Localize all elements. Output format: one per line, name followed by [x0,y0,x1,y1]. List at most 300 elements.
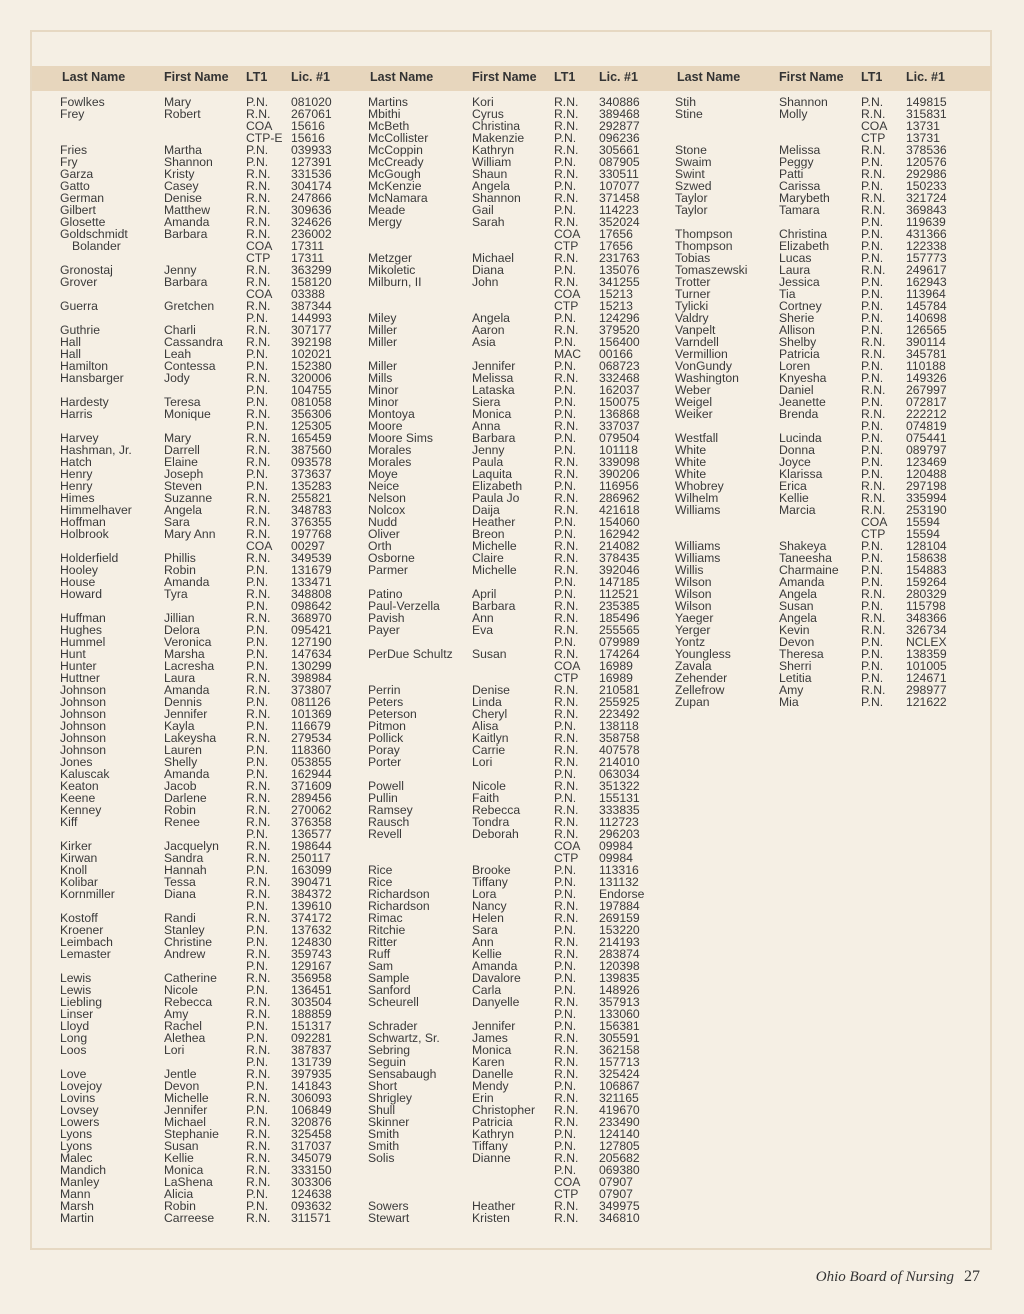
license-type-cell: R.N. [554,251,579,265]
license-number-cell: 315831 [906,107,947,121]
last-name-cell: Stine [675,107,703,121]
license-type-cell: P.N. [246,359,269,373]
first-name-cell: Monica [472,1043,512,1057]
first-name-cell: Sarah [472,215,505,229]
license-number-cell: 127190 [291,635,332,649]
last-name-cell: Frey [60,107,85,121]
license-type-cell: P.N. [246,467,269,481]
license-type-cell: R.N. [861,491,886,505]
license-number-cell: 089797 [906,443,947,457]
license-number-cell: 222212 [906,407,947,421]
first-name-cell: Robin [164,1199,196,1213]
first-name-cell: Nicole [164,983,198,997]
license-type-cell: R.N. [861,383,886,397]
license-type-cell: P.N. [246,1055,269,1069]
license-number-cell: 075441 [906,431,947,445]
first-name-cell: Daniel [779,383,814,397]
license-type-cell: R.N. [246,275,271,289]
license-type-cell: R.N. [554,779,579,793]
first-name-cell: Laura [779,263,811,277]
last-name-cell: Shull [368,1103,396,1117]
first-name-cell: Letitia [779,671,812,685]
first-name-cell: Lori [472,755,493,769]
license-number-cell: 359743 [291,947,332,961]
license-type-cell: R.N. [554,947,579,961]
license-type-cell: P.N. [246,311,269,325]
first-name-cell: Helen [472,911,504,925]
license-type-cell: R.N. [246,995,271,1009]
license-type-cell: P.N. [246,95,269,109]
license-number-cell: 188859 [291,1007,332,1021]
license-number-cell: 214082 [599,539,640,553]
license-number-cell: 093578 [291,455,332,469]
license-number-cell: 384372 [291,887,332,901]
license-type-cell: R.N. [246,971,271,985]
last-name-cell: Oliver [368,527,400,541]
first-name-cell: Susan [779,599,814,613]
license-number-cell: 13731 [906,131,940,145]
last-name-cell: Manley [60,1175,100,1189]
first-name-cell: Claire [472,551,504,565]
first-name-cell: Carreese [164,1211,215,1225]
last-name-cell: Payer [368,623,400,637]
license-number-cell: 292986 [906,167,947,181]
license-type-cell: R.N. [246,323,271,337]
license-number-cell: 068723 [599,359,640,373]
license-number-cell: 320006 [291,371,332,385]
first-name-cell: Danelle [472,1067,514,1081]
license-type-cell: P.N. [554,383,577,397]
license-number-cell: 092281 [291,1031,332,1045]
last-name-cell: Trotter [675,275,711,289]
first-name-cell: Leah [164,347,192,361]
license-type-cell: P.N. [554,887,577,901]
license-type-cell: R.N. [246,815,271,829]
license-type-cell: R.N. [861,587,886,601]
first-name-cell: James [472,1031,508,1045]
first-name-cell: Monique [164,407,211,421]
license-type-cell: R.N. [554,539,579,553]
first-name-cell: Denise [472,683,510,697]
last-name-cell: House [60,575,96,589]
last-name-cell: Hunt [60,647,86,661]
license-type-cell: R.N. [246,179,271,193]
license-type-cell: R.N. [554,119,579,133]
last-name-cell: Kirwan [60,851,98,865]
license-type-cell: P.N. [554,131,577,145]
license-type-cell: R.N. [246,407,271,421]
license-type-cell: R.N. [554,611,579,625]
first-name-cell: Tondra [472,815,510,829]
license-type-cell: P.N. [861,539,884,553]
license-number-cell: 127805 [599,1139,640,1153]
first-name-cell: Teresa [164,395,201,409]
first-name-cell: Alethea [164,1031,206,1045]
license-type-cell: P.N. [554,527,577,541]
license-type-cell: P.N. [246,635,269,649]
last-name-cell: Martin [60,1211,94,1225]
license-number-cell: 121622 [906,695,947,709]
license-number-cell: 205682 [599,1151,640,1165]
license-type-cell: R.N. [246,671,271,685]
license-number-cell: 214193 [599,935,640,949]
last-name-cell: Schwartz, Sr. [368,1031,440,1045]
first-name-cell: William [472,155,512,169]
license-number-cell: 136451 [291,983,332,997]
column-header: Last Name [677,70,741,84]
license-type-cell: CTP [554,239,579,253]
license-number-cell: 130299 [291,659,332,673]
license-type-cell: R.N. [246,227,271,241]
last-name-cell: Henry [60,467,93,481]
license-number-cell: 093632 [291,1199,332,1213]
license-type-cell: CTP [554,851,579,865]
license-type-cell: R.N. [246,731,271,745]
license-type-cell: R.N. [554,995,579,1009]
license-type-cell: P.N. [246,599,269,613]
license-number-cell: 158638 [906,551,947,565]
license-number-cell: 157773 [906,251,947,265]
license-type-cell: P.N. [861,287,884,301]
first-name-cell: Charli [164,323,196,337]
license-type-cell: R.N. [246,107,271,121]
license-type-cell: P.N. [861,599,884,613]
license-number-cell: 280329 [906,587,947,601]
last-name-cell: McBeth [368,119,410,133]
last-name-cell: Zupan [675,695,710,709]
license-type-cell: R.N. [554,371,579,385]
first-name-cell: Laquita [472,467,512,481]
license-number-cell: NCLEX [906,635,947,649]
last-name-cell: Linser [60,1007,94,1021]
last-name-cell: Pollick [368,731,404,745]
license-number-cell: 129167 [291,959,332,973]
last-name-cell: Lovins [60,1091,96,1105]
license-type-cell: R.N. [861,143,886,157]
last-name-cell: Kenney [60,803,102,817]
license-type-cell: P.N. [861,299,884,313]
license-number-cell: 03388 [291,287,325,301]
first-name-cell: Contessa [164,359,216,373]
license-number-cell: 283874 [599,947,640,961]
last-name-cell: Moore [368,419,403,433]
license-number-cell: 368970 [291,611,332,625]
license-type-cell: P.N. [554,575,577,589]
license-type-cell: P.N. [554,1163,577,1177]
license-type-cell: P.N. [554,1139,577,1153]
license-number-cell: 165459 [291,431,332,445]
last-name-cell: Metzger [368,251,413,265]
first-name-cell: Tia [779,287,796,301]
license-number-cell: 270062 [291,803,332,817]
license-number-cell: 298977 [906,683,947,697]
license-number-cell: 231763 [599,251,640,265]
license-type-cell: P.N. [861,635,884,649]
first-name-cell: Devon [164,1079,200,1093]
license-type-cell: R.N. [554,935,579,949]
license-type-cell: P.N. [554,1127,577,1141]
first-name-cell: Melissa [472,371,514,385]
last-name-cell: Garza [60,167,94,181]
license-number-cell: 16989 [599,671,633,685]
last-name-cell: Huffman [60,611,106,625]
last-name-cell: Keaton [60,779,99,793]
license-number-cell: 137632 [291,923,332,937]
first-name-cell: Lakeysha [164,731,217,745]
license-number-cell: 341255 [599,275,640,289]
license-type-cell: R.N. [246,1175,271,1189]
last-name-cell: Mills [368,371,393,385]
license-number-cell: 122338 [906,239,947,253]
last-name-cell: Liebling [60,995,103,1009]
license-type-cell: P.N. [554,179,577,193]
first-name-cell: Brooke [472,863,511,877]
first-name-cell: Carrie [472,743,506,757]
last-name-cell: PerDue Schultz [368,647,453,661]
license-type-cell: R.N. [861,347,886,361]
last-name-cell: Szwed [675,179,712,193]
last-name-cell: White [675,467,707,481]
license-type-cell: R.N. [861,407,886,421]
first-name-cell: Dennis [164,695,202,709]
license-number-cell: 127391 [291,155,332,169]
first-name-cell: Heather [472,515,516,529]
license-type-cell: P.N. [554,443,577,457]
last-name-cell: McCollister [368,131,429,145]
last-name-cell: Kirker [60,839,92,853]
license-type-cell: R.N. [554,95,579,109]
first-name-cell: Jeanette [779,395,826,409]
license-type-cell: P.N. [246,647,269,661]
license-number-cell: 16989 [599,659,633,673]
first-name-cell: Kevin [779,623,810,637]
last-name-cell: Grover [60,275,98,289]
license-type-cell: R.N. [246,611,271,625]
license-number-cell: 249617 [906,263,947,277]
first-name-cell: Cassandra [164,335,223,349]
first-name-cell: LaShena [164,1175,213,1189]
column-header: Lic. #1 [906,70,945,84]
license-type-cell: R.N. [554,191,579,205]
column-header: LT1 [554,70,576,84]
license-number-cell: 104755 [291,383,332,397]
license-number-cell: 223492 [599,707,640,721]
license-number-cell: 255925 [599,695,640,709]
license-number-cell: 107077 [599,179,640,193]
first-name-cell: Paula [472,455,504,469]
last-name-cell: Johnson [60,719,107,733]
license-type-cell: R.N. [246,371,271,385]
license-type-cell: P.N. [246,1103,269,1117]
first-name-cell: Elizabeth [779,239,830,253]
license-type-cell: P.N. [246,563,269,577]
first-name-cell: Jacquelyn [164,839,219,853]
license-type-cell: P.N. [246,719,269,733]
license-number-cell: 119639 [906,215,946,229]
license-number-cell: 387560 [291,443,332,457]
license-number-cell: 096236 [599,131,640,145]
last-name-cell: Yaeger [675,611,714,625]
last-name-cell: McGough [368,167,421,181]
license-number-cell: 113964 [906,287,946,301]
license-type-cell: P.N. [861,575,884,589]
license-type-cell: P.N. [861,371,884,385]
last-name-cell: VonGundy [675,359,732,373]
license-type-cell: R.N. [554,911,579,925]
license-type-cell: R.N. [554,1151,579,1165]
license-number-cell: 303504 [291,995,332,1009]
license-type-cell: R.N. [246,1115,271,1129]
first-name-cell: Jillian [164,611,195,625]
first-name-cell: Carla [472,983,502,997]
license-type-cell: R.N. [554,563,579,577]
last-name-cell: Bolander [72,239,121,253]
first-name-cell: Tyra [164,587,188,601]
license-number-cell: 214010 [599,755,640,769]
first-name-cell: Rebecca [164,995,213,1009]
license-type-cell: R.N. [861,623,886,637]
last-name-cell: Mandich [60,1163,107,1177]
license-type-cell: R.N. [246,515,271,529]
license-type-cell: P.N. [246,1019,269,1033]
license-type-cell: R.N. [246,851,271,865]
last-name-cell: Zellefrow [675,683,725,697]
license-number-cell: 348808 [291,587,332,601]
first-name-cell: Erica [779,479,807,493]
license-number-cell: 267061 [291,107,332,121]
last-name-cell: Rice [368,875,393,889]
license-number-cell: 17311 [291,251,324,265]
license-number-cell: 138118 [599,719,639,733]
license-number-cell: 133060 [599,1007,640,1021]
license-type-cell: P.N. [554,719,577,733]
license-number-cell: 112723 [599,815,639,829]
last-name-cell: Morales [368,443,412,457]
last-name-cell: Gronostaj [60,263,113,277]
license-number-cell: 185496 [599,611,640,625]
license-number-cell: 139835 [599,971,640,985]
first-name-cell: Shaun [472,167,508,181]
license-type-cell: P.N. [861,431,884,445]
license-number-cell: 307177 [291,323,332,337]
license-type-cell: R.N. [246,839,271,853]
first-name-cell: Asia [472,335,496,349]
last-name-cell: Vanpelt [675,323,716,337]
first-name-cell: Lucas [779,251,812,265]
license-type-cell: P.N. [246,623,269,637]
last-name-cell: Lyons [60,1127,93,1141]
first-name-cell: Nancy [472,899,507,913]
license-number-cell: 079504 [599,431,640,445]
license-type-cell: P.N. [554,431,577,445]
license-number-cell: 112521 [599,587,639,601]
first-name-cell: Jacob [164,779,197,793]
license-number-cell: 063034 [599,767,640,781]
last-name-cell: Guerra [60,299,98,313]
first-name-cell: Rebecca [472,803,521,817]
license-number-cell: 306093 [291,1091,332,1105]
license-type-cell: CTP-E [246,131,283,145]
license-type-cell: P.N. [246,959,269,973]
column-header: LT1 [246,70,268,84]
license-type-cell: P.N. [246,767,269,781]
first-name-cell: Shannon [472,191,521,205]
first-name-cell: Susan [164,1139,199,1153]
first-name-cell: Barbara [472,599,516,613]
license-type-cell: COA [554,227,581,241]
first-name-cell: Jennifer [472,1019,516,1033]
last-name-cell: Rice [368,863,393,877]
first-name-cell: Stanley [164,923,205,937]
last-name-cell: Miller [368,359,398,373]
column-header: LT1 [861,70,883,84]
license-type-cell: R.N. [246,803,271,817]
last-name-cell: Nolcox [368,503,406,517]
license-number-cell: 398984 [291,671,332,685]
license-type-cell: R.N. [861,167,886,181]
last-name-cell: Moore Sims [368,431,434,445]
license-type-cell: R.N. [246,527,271,541]
last-name-cell: Williams [675,539,721,553]
license-number-cell: 286962 [599,491,640,505]
first-name-cell: Michael [472,251,514,265]
license-type-cell: R.N. [246,335,271,349]
license-type-cell: R.N. [246,551,271,565]
license-type-cell: P.N. [554,515,577,529]
last-name-cell: McNamara [368,191,428,205]
last-name-cell: Peters [368,695,404,709]
last-name-cell: Johnson [60,707,107,721]
first-name-cell: Robin [164,563,196,577]
license-number-cell: 157713 [599,1055,640,1069]
first-name-cell: Marsha [164,647,205,661]
first-name-cell: Alisa [472,719,499,733]
first-name-cell: Martha [164,143,202,157]
license-type-cell: R.N. [246,947,271,961]
last-name-cell: Fries [60,143,88,157]
last-name-cell: Tomaszewski [675,263,748,277]
license-number-cell: 136868 [599,407,640,421]
license-type-cell: CTP [554,1187,579,1201]
first-name-cell: Jody [164,371,190,385]
license-type-cell: R.N. [554,143,579,157]
license-number-cell: 332468 [599,371,640,385]
first-name-cell: Carissa [779,179,821,193]
license-type-cell: CTP [861,131,886,145]
last-name-cell: Swaim [675,155,712,169]
license-number-cell: 074819 [906,419,947,433]
last-name-cell: Lloyd [60,1019,90,1033]
license-number-cell: 128104 [906,539,947,553]
last-name-cell: Turner [675,287,711,301]
first-name-cell: Angela [472,311,510,325]
last-name-cell: Swint [675,167,705,181]
license-number-cell: 115798 [906,599,946,613]
last-name-cell: Meade [368,203,406,217]
license-number-cell: 235385 [599,599,640,613]
first-name-cell: Kori [472,95,494,109]
last-name-cell: Stone [675,143,707,157]
license-number-cell: 151317 [291,1019,332,1033]
license-number-cell: 379520 [599,323,640,337]
license-number-cell: 197884 [599,899,640,913]
last-name-cell: White [675,443,707,457]
license-number-cell: 162942 [599,527,640,541]
first-name-cell: Sherri [779,659,812,673]
license-type-cell: P.N. [861,695,884,709]
first-name-cell: Michelle [472,563,517,577]
license-number-cell: 131739 [291,1055,332,1069]
